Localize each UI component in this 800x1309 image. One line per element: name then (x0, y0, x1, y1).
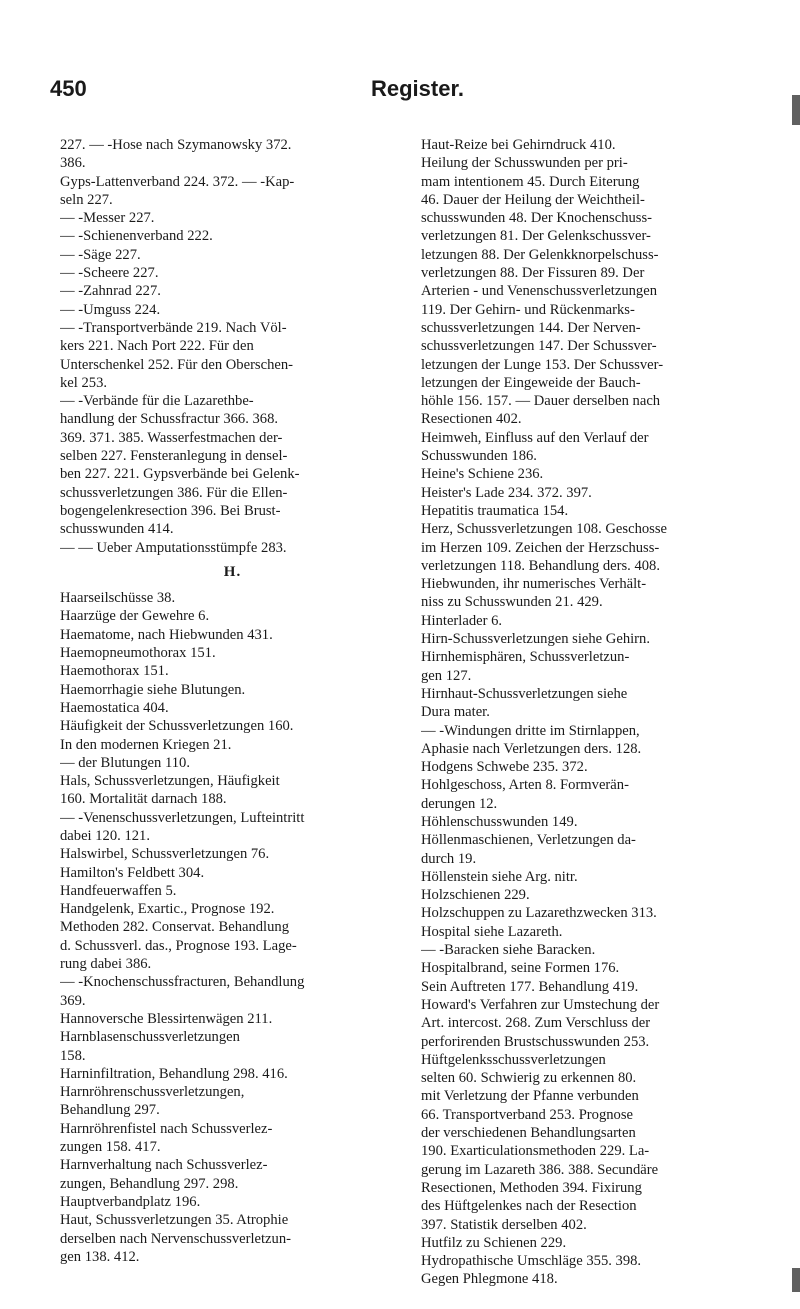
index-line: zungen 158. 417. (60, 1139, 161, 1156)
index-line: 190. Exarticulationsmethoden 229. La- (421, 1143, 650, 1160)
index-line: schussverletzungen 144. Der Nerven- (421, 319, 641, 336)
index-line: — -Verbände für die Lazarethbe- (60, 393, 254, 410)
index-line: durch 19. (421, 850, 477, 867)
index-line: 227. — -Hose nach Szymanowsky 372. (60, 137, 292, 153)
index-line: 119. Der Gehirn- und Rückenmarks- (421, 301, 635, 318)
index-line: Art. intercost. 268. Zum Verschluss der (421, 1015, 651, 1032)
index-line: Haarseilschüsse 38. (60, 590, 176, 607)
index-line: Hüftgelenksschussverletzungen (421, 1051, 606, 1068)
index-line: — -Säge 227. (60, 246, 141, 263)
index-line: Hohlgeschoss, Arten 8. Formverän- (421, 777, 629, 794)
index-line: Haemopneumothorax 151. (60, 645, 216, 662)
index-line: Haemothorax 151. (60, 663, 169, 680)
index-line: schussverletzungen 386. Für die Ellen- (60, 484, 288, 501)
section-letter: H. (223, 563, 242, 580)
index-line: Hannoversche Blessirtenwägen 211. (60, 1010, 273, 1027)
index-line: gerung im Lazareth 386. 388. Secundäre (421, 1161, 659, 1178)
index-line: handlung der Schussfractur 366. 368. (60, 411, 279, 428)
index-line: dabei 120. 121. (60, 827, 150, 844)
index-line: Höllenstein siehe Arg. nitr. (421, 868, 578, 885)
index-line: Gyps-Lattenverband 224. 372. — -Kap- (60, 173, 295, 190)
index-line: selten 60. Schwierig zu erkennen 80. (421, 1070, 637, 1087)
index-line: Howard's Verfahren zur Umstechung der (421, 996, 660, 1013)
index-line: Hirnhaut-Schussverletzungen siehe (421, 685, 628, 702)
index-line: Hodgens Schwebe 235. 372. (421, 759, 588, 776)
index-line: letzungen 88. Der Gelenkknorpelschuss- (421, 246, 659, 263)
index-line: selben 227. Fensteranlegung in densel- (60, 448, 288, 465)
index-line: Höllenmaschienen, Verletzungen da- (421, 832, 636, 849)
page-edge-mark-bottom (792, 1268, 800, 1292)
index-line: Arterien - und Venenschussverletzungen (421, 283, 657, 300)
index-line: kel 253. (60, 374, 108, 391)
running-head: Register. (371, 76, 464, 101)
index-line: Heine's Schiene 236. (421, 466, 544, 483)
index-line: Hirnhemisphären, Schussverletzun- (421, 649, 630, 666)
index-line: Methoden 282. Conservat. Behandlung (60, 919, 290, 936)
index-line: Höhlenschusswunden 149. (421, 813, 578, 830)
index-line: mam intentionem 45. Durch Eiterung (421, 173, 640, 190)
index-line: seln 227. (60, 191, 113, 208)
index-line: 66. Transportverband 253. Prognose (421, 1106, 634, 1123)
index-line: verletzungen 88. Der Fissuren 89. Der (421, 265, 645, 282)
index-line: Haut, Schussverletzungen 35. Atrophie (60, 1212, 289, 1229)
index-line: Hepatitis traumatica 154. (421, 502, 569, 519)
index-line: Resectionen, Methoden 394. Fixirung (421, 1179, 642, 1196)
index-line: Aphasie nach Verletzungen ders. 128. (421, 740, 642, 757)
index-line: Heister's Lade 234. 372. 397. (421, 484, 592, 501)
index-line: Sein Auftreten 177. Behandlung 419. (421, 978, 639, 995)
index-line: d. Schussverl. das., Prognose 193. Lage- (60, 937, 297, 954)
index-line: Hamilton's Feldbett 304. (60, 864, 205, 881)
index-line: 369. (60, 992, 86, 1009)
index-line: — -Windungen dritte im Stirnlappen, (421, 722, 640, 739)
index-line: Gegen Phlegmone 418. (421, 1271, 558, 1288)
index-line: Hauptverbandplatz 196. (60, 1193, 201, 1210)
index-line: schussverletzungen 147. Der Schussver- (421, 338, 657, 355)
index-line: Harnröhrenschussverletzungen, (60, 1084, 245, 1101)
index-line: bogengelenkresection 396. Bei Brust- (60, 502, 281, 519)
index-line: 369. 371. 385. Wasserfestmachen der- (60, 429, 283, 446)
index-line: Resectionen 402. (421, 411, 522, 428)
index-line: Harnverhaltung nach Schussverlez- (60, 1157, 268, 1174)
index-line: Dura mater. (421, 704, 490, 721)
index-line: — -Transportverbände 219. Nach Völ- (60, 319, 287, 336)
index-line: 160. Mortalität darnach 188. (60, 791, 227, 808)
page-number: 450 (50, 76, 87, 101)
index-line: Häufigkeit der Schussverletzungen 160. (60, 718, 294, 735)
index-line: verletzungen 118. Behandlung ders. 408. (421, 557, 660, 574)
index-line: — -Zahnrad 227. (60, 283, 161, 300)
index-line: Handfeuerwaffen 5. (60, 882, 177, 899)
index-line: Hydropathische Umschläge 355. 398. (421, 1253, 642, 1270)
page-edge-mark (792, 95, 800, 125)
index-line: Haemostatica 404. (60, 699, 169, 716)
index-line: letzungen der Lunge 153. Der Schussver- (421, 356, 664, 373)
index-line: schusswunden 414. (60, 521, 174, 538)
index-line: gen 127. (421, 667, 472, 684)
index-line: niss zu Schusswunden 21. 429. (421, 594, 603, 611)
index-line: schusswunden 48. Der Knochenschuss- (421, 210, 653, 227)
index-line: im Herzen 109. Zeichen der Herzschuss- (421, 539, 660, 556)
index-line: Unterschenkel 252. Für den Oberschen- (60, 356, 294, 373)
index-line: Heilung der Schusswunden per pri- (421, 155, 628, 172)
index-line: Holzschienen 229. (421, 887, 530, 904)
index-line: Hiebwunden, ihr numerisches Verhält- (421, 576, 647, 593)
index-line: Haematome, nach Hiebwunden 431. (60, 626, 273, 643)
index-line: verletzungen 81. Der Gelenkschussver- (421, 228, 651, 245)
index-line: 46. Dauer der Heilung der Weichtheil- (421, 191, 645, 208)
index-line: — -Knochenschussfracturen, Behandlung (60, 974, 305, 991)
index-line: In den modernen Kriegen 21. (60, 736, 232, 753)
index-line: — -Messer 227. (60, 210, 155, 227)
index-line: mit Verletzung der Pfanne verbunden (421, 1088, 639, 1105)
index-line: höhle 156. 157. — Dauer derselben nach (421, 393, 661, 410)
index-line: — der Blutungen 110. (60, 754, 190, 771)
index-line: Behandlung 297. (60, 1102, 160, 1119)
index-line: — -Scheere 227. (60, 265, 159, 282)
index-line: Harnblasenschussverletzungen (60, 1029, 240, 1046)
index-line: derungen 12. (421, 795, 498, 812)
index-line: Hinterlader 6. (421, 612, 503, 629)
index-line: Halswirbel, Schussverletzungen 76. (60, 846, 270, 863)
index-line: gen 138. 412. (60, 1248, 140, 1265)
index-line: Haemorrhagie siehe Blutungen. (60, 681, 246, 698)
index-line: — -Umguss 224. (60, 301, 161, 318)
index-line: der verschiedenen Behandlungsarten (421, 1125, 636, 1142)
index-line: Hospital siehe Lazareth. (421, 923, 563, 940)
index-line: — -Venenschussverletzungen, Lufteintritt (60, 809, 305, 826)
page-header (50, 76, 780, 106)
index-line: Holzschuppen zu Lazarethzwecken 313. (421, 905, 657, 922)
index-line: 397. Statistik derselben 402. (421, 1216, 587, 1233)
index-line: 158. (60, 1047, 86, 1064)
index-line: — -Schienenverband 222. (60, 228, 213, 245)
index-line: Hirn-Schussverletzungen siehe Gehirn. (421, 631, 650, 648)
index-line: Haarzüge der Gewehre 6. (60, 608, 210, 625)
index-line: Schusswunden 186. (421, 448, 537, 465)
index-column-left (60, 136, 405, 1266)
index-line: letzungen der Eingeweide der Bauch- (421, 374, 641, 391)
index-line: ben 227. 221. Gypsverbände bei Gelenk- (60, 466, 300, 483)
index-line: kers 221. Nach Port 222. Für den (60, 338, 254, 355)
index-line: des Hüftgelenkes nach der Resection (421, 1198, 637, 1215)
index-line: 386. (60, 155, 86, 172)
index-line: Heimweh, Einfluss auf den Verlauf der (421, 429, 649, 446)
index-line: — -Baracken siehe Baracken. (421, 942, 596, 959)
index-line: Harninfiltration, Behandlung 298. 416. (60, 1065, 288, 1082)
index-line: Hals, Schussverletzungen, Häufigkeit (60, 773, 280, 790)
index-line: Haut-Reize bei Gehirndruck 410. (421, 137, 616, 153)
index-line: Handgelenk, Exartic., Prognose 192. (60, 901, 275, 918)
index-line: perforirenden Brustschusswunden 253. (421, 1033, 650, 1050)
index-line: zungen, Behandlung 297. 298. (60, 1175, 239, 1192)
index-line: — — Ueber Amputationsstümpfe 283. (60, 539, 287, 556)
index-line: Herz, Schussverletzungen 108. Geschosse (421, 521, 667, 538)
index-line: rung dabei 386. (60, 956, 152, 973)
index-line: derselben nach Nervenschussverletzun- (60, 1230, 291, 1247)
index-column-right (421, 136, 771, 1289)
index-line: Hutfilz zu Schienen 229. (421, 1234, 567, 1251)
index-line: Hospitalbrand, seine Formen 176. (421, 960, 620, 977)
index-line: Harnröhrenfistel nach Schussverlez- (60, 1120, 273, 1137)
